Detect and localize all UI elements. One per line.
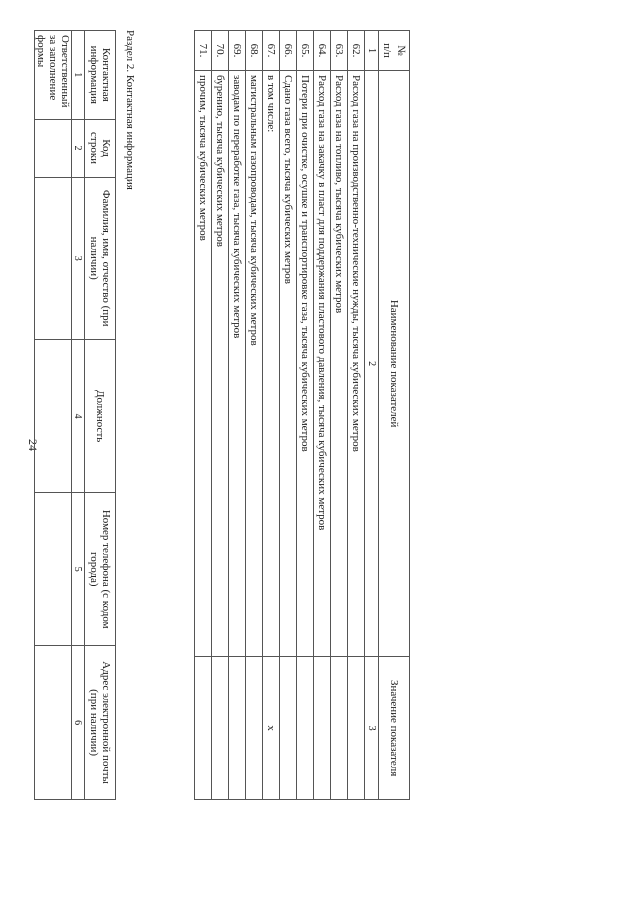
header-value: Значение показателя — [379, 657, 410, 800]
table-row — [314, 31, 331, 800]
contact-cell — [35, 119, 72, 177]
indicators-table — [194, 30, 410, 800]
row-value — [348, 657, 365, 800]
contact-table — [34, 30, 116, 800]
row-value — [331, 657, 348, 800]
contact-row-label: Ответственный за заполнение формы — [35, 31, 72, 120]
contact-cell — [35, 493, 72, 646]
header-name: Наименование показателей — [379, 71, 410, 657]
row-name: Потери при очистке, осушке и транспортировке газа, тысяча кубических метров — [297, 71, 314, 657]
row-name: прочим, тысяча кубических метров — [195, 71, 212, 657]
row-number: 64. — [314, 31, 331, 71]
row-value — [229, 657, 246, 800]
table-row — [229, 31, 246, 800]
table-row — [195, 31, 212, 800]
col-number: 1 — [365, 31, 379, 71]
row-name: в том числе: — [263, 71, 280, 657]
row-value: x — [263, 657, 280, 800]
contact-cell — [35, 339, 72, 492]
row-name: Расход газа на топливо, тысяча кубических метров — [331, 71, 348, 657]
contact-header-fio: Фамилия, имя, отчество (при наличии) — [85, 177, 116, 339]
contact-header-code: Код строки — [85, 119, 116, 177]
table-row — [348, 31, 365, 800]
contact-row — [35, 31, 72, 800]
contact-header-position: Должность — [85, 339, 116, 492]
row-number: 65. — [297, 31, 314, 71]
row-name: Сдано газа всего, тысяча кубических метров — [280, 71, 297, 657]
row-name: заводам по переработке газа, тысяча кубических метров — [229, 71, 246, 657]
rotated-page — [35, 30, 410, 800]
contact-header-info: Контактная информация — [85, 31, 116, 120]
row-number: 67. — [263, 31, 280, 71]
col-number: 2 — [72, 119, 85, 177]
col-number: 3 — [365, 657, 379, 800]
row-number: 63. — [331, 31, 348, 71]
page-number: 24 — [26, 439, 40, 451]
table-header-row — [379, 31, 410, 800]
row-value — [246, 657, 263, 800]
table-row — [280, 31, 297, 800]
column-number-row — [365, 31, 379, 800]
section-2-title: Раздел 2. Контактная информация — [124, 30, 136, 190]
row-name: бурению, тысяча кубических метров — [212, 71, 229, 657]
row-number: 66. — [280, 31, 297, 71]
table-row — [331, 31, 348, 800]
col-number: 6 — [72, 646, 85, 800]
col-number: 3 — [72, 177, 85, 339]
row-value — [314, 657, 331, 800]
table-row — [212, 31, 229, 800]
row-name: Расход газа на производственно-технические нужды, тысяча кубических метров — [348, 71, 365, 657]
contact-header-row — [85, 31, 116, 800]
row-number: 71. — [195, 31, 212, 71]
contact-header-phone: Номер телефона (с кодом города) — [85, 493, 116, 646]
row-number: 62. — [348, 31, 365, 71]
col-number: 1 — [72, 31, 85, 120]
contact-cell — [35, 177, 72, 339]
row-number: 70. — [212, 31, 229, 71]
col-number: 2 — [365, 71, 379, 657]
contact-header-email: Адрес электронной почты (при наличии) — [85, 646, 116, 800]
table-row — [297, 31, 314, 800]
table-row — [263, 31, 280, 800]
col-number: 5 — [72, 493, 85, 646]
row-value — [195, 657, 212, 800]
table-row — [246, 31, 263, 800]
row-number: 68. — [246, 31, 263, 71]
contact-column-number-row — [72, 31, 85, 800]
row-name: магистральным газопроводам, тысяча кубических метров — [246, 71, 263, 657]
row-value — [297, 657, 314, 800]
contact-cell — [35, 646, 72, 800]
row-name: Расход газа на закачку в пласт для поддержания пластового давления, тысяча кубических метров — [314, 71, 331, 657]
col-number: 4 — [72, 339, 85, 492]
row-value — [280, 657, 297, 800]
row-value — [212, 657, 229, 800]
row-number: 69. — [229, 31, 246, 71]
header-no: № п/п — [379, 31, 410, 71]
